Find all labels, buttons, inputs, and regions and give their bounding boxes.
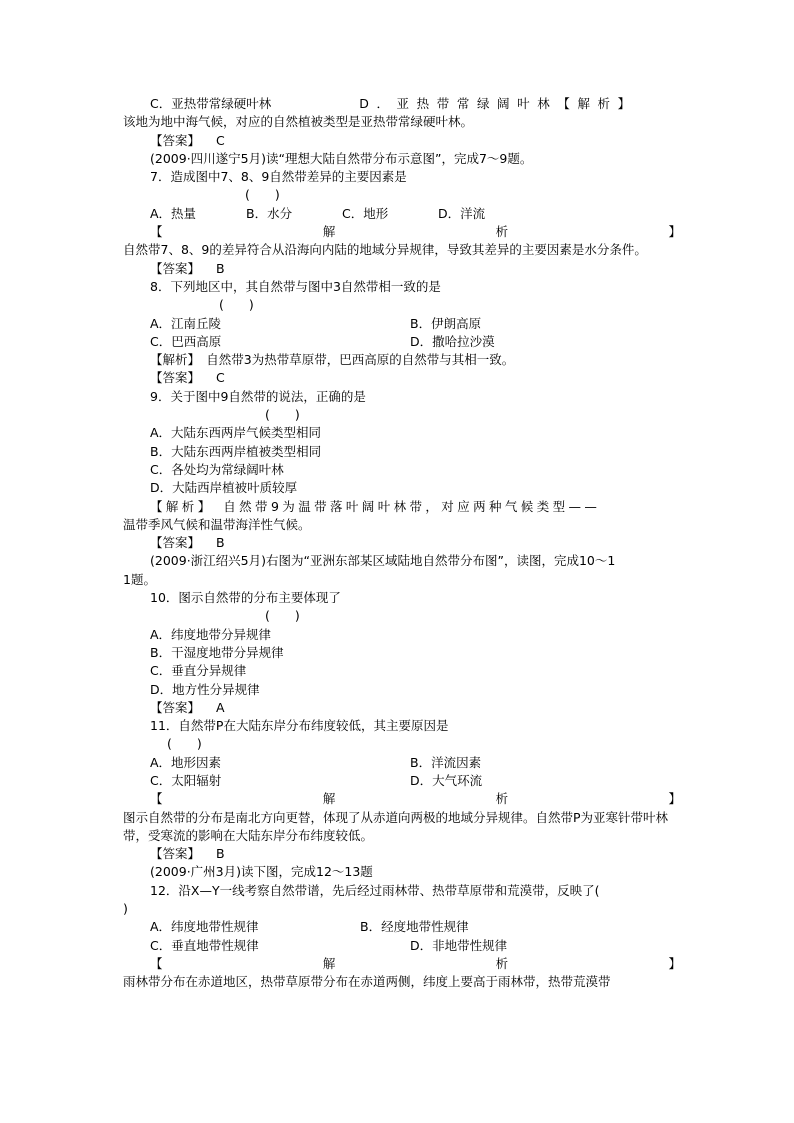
heading-char: 解 xyxy=(322,955,336,971)
options-row xyxy=(123,937,681,955)
option-a: A．地形因素 xyxy=(150,754,222,770)
answer-line xyxy=(123,534,681,552)
answer-paren: ( ) xyxy=(167,736,202,752)
explanation-text: 【解析】 自然带9为温带落叶阔叶林带，对应两种气候类型—— xyxy=(150,498,601,514)
option-a: A．热量 xyxy=(150,205,197,221)
options-row xyxy=(123,918,681,936)
option-d: D．非地带性规律 xyxy=(410,937,508,953)
answer-value: C xyxy=(216,370,225,386)
option-b: B．经度地带性规律 xyxy=(360,919,469,935)
explanation-text: 雨林带分布在赤道地区，热带草原带分布在赤道两侧，纬度上要高于雨林带，热带荒漠带 xyxy=(123,974,611,990)
source-line: (2009·浙江绍兴5月)右图为“亚洲东部某区域陆地自然带分布图”，读图，完成10～1 xyxy=(150,553,616,569)
option-b: B．伊朗高原 xyxy=(410,315,482,331)
answer-label: 【答案】 xyxy=(150,846,201,862)
option-c: C．垂直地带性规律 xyxy=(150,937,259,953)
question-7: 7．造成图中7、8、9自然带差异的主要因素是 xyxy=(150,169,407,185)
question-11: 11．自然带P在大陆东岸分布纬度较低，其主要原因是 xyxy=(150,718,449,734)
option-c: C．各处均为常绿阔叶林 xyxy=(150,461,284,477)
option-a: A．江南丘陵 xyxy=(150,315,222,331)
answer-paren: ( ) xyxy=(265,407,300,423)
explanation-heading xyxy=(123,955,681,973)
option-b: B．洋流因素 xyxy=(410,754,482,770)
question-12-cont: ) xyxy=(123,901,128,917)
explanation-text: 该地为地中海气候，对应的自然植被类型是亚热带常绿硬叶林。 xyxy=(123,114,474,130)
option-c: C．地形 xyxy=(342,205,389,221)
answer-label: 【答案】 xyxy=(150,260,201,276)
answer-line xyxy=(123,260,681,278)
explanation-heading xyxy=(123,223,681,241)
heading-char: 析 xyxy=(495,224,509,240)
option-a: A．纬度地带分异规律 xyxy=(150,626,272,642)
options-row xyxy=(123,333,681,351)
options-row xyxy=(123,315,681,333)
explanation-heading xyxy=(123,790,681,808)
option-c: C．垂直分异规律 xyxy=(150,663,247,679)
options-row xyxy=(123,205,681,223)
answer-paren: ( ) xyxy=(245,187,280,203)
explanation-text: 自然带7、8、9的差异符合从沿海向内陆的地域分异规律，导致其差异的主要因素是水分条件。 xyxy=(123,242,647,258)
option-d: D．撒哈拉沙漠 xyxy=(410,333,495,349)
option-b: B．大陆东西两岸植被类型相同 xyxy=(150,443,322,459)
answer-line xyxy=(123,845,681,863)
question-9: 9．关于图中9自然带的说法，正确的是 xyxy=(150,388,366,404)
option-d: D．洋流 xyxy=(438,205,486,221)
option-c: C．巴西高原 xyxy=(150,333,222,349)
bracket-left: 【 xyxy=(150,224,163,240)
bracket-left: 【 xyxy=(150,791,163,807)
question-10: 10．图示自然带的分布主要体现了 xyxy=(150,590,341,606)
explanation-text: 图示自然带的分布是南北方向更替，体现了从赤道向两极的地域分异规律。自然带P为亚寒针带叶林带，受寒流的影响在大陆东岸分布纬度较低。 xyxy=(123,809,669,843)
answer-line xyxy=(123,132,681,150)
explanation-text: 温带季风气候和温带海洋性气候。 xyxy=(123,516,311,532)
option-d: D．地方性分异规律 xyxy=(150,681,260,697)
answer-paren: ( ) xyxy=(219,297,254,313)
heading-char: 解 xyxy=(322,224,336,240)
answer-paren: ( ) xyxy=(265,608,300,624)
answer-value: B xyxy=(216,260,225,276)
document-page xyxy=(123,95,681,992)
options-row xyxy=(123,754,681,772)
option-b: B．干湿度地带分异规律 xyxy=(150,644,284,660)
option-d: D．大气环流 xyxy=(410,772,483,788)
options-row xyxy=(123,772,681,790)
answer-value: B xyxy=(216,535,225,551)
option-d: D．大陆西岸植被叶质较厚 xyxy=(150,480,298,496)
bracket-right: 】 xyxy=(668,791,681,807)
source-line: (2009·广州3月)读下图，完成12～13题 xyxy=(150,864,373,880)
answer-label: 【答案】 xyxy=(150,370,201,386)
answer-value: B xyxy=(216,846,225,862)
answer-label: 【答案】 xyxy=(150,535,201,551)
option-d: D．亚热带常绿阔叶林【解析】 xyxy=(359,96,638,111)
source-line: (2009·四川遂宁5月)读“理想大陆自然带分布示意图”，完成7～9题。 xyxy=(150,150,533,166)
answer-line xyxy=(123,699,681,717)
answer-label: 【答案】 xyxy=(150,132,201,148)
bracket-left: 【 xyxy=(150,955,163,971)
answer-label: 【答案】 xyxy=(150,699,201,715)
option-c: C．亚热带常绿硬叶林 xyxy=(150,96,272,111)
heading-char: 解 xyxy=(322,791,336,807)
answer-value: A xyxy=(216,699,225,715)
answer-value: C xyxy=(216,132,225,148)
question-12: 12．沿X—Y一线考察自然带谱，先后经过雨林带、热带草原带和荒漠带，反映了( xyxy=(150,882,600,898)
heading-char: 析 xyxy=(495,955,509,971)
bracket-right: 】 xyxy=(668,224,681,240)
source-line: 1题。 xyxy=(123,571,156,587)
option-c: C．太阳辐射 xyxy=(150,772,222,788)
bracket-right: 】 xyxy=(668,955,681,971)
option-a: A．大陆东西两岸气候类型相同 xyxy=(150,425,322,441)
option-b: B．水分 xyxy=(246,205,293,221)
answer-line xyxy=(123,369,681,387)
heading-char: 析 xyxy=(495,791,509,807)
option-a: A．纬度地带性规律 xyxy=(150,919,259,935)
explanation-text: 【解析】 自然带3为热带草原带，巴西高原的自然带与其相一致。 xyxy=(150,352,515,368)
option-row xyxy=(123,95,681,113)
question-8: 8．下列地区中，其自然带与图中3自然带相一致的是 xyxy=(150,278,441,294)
